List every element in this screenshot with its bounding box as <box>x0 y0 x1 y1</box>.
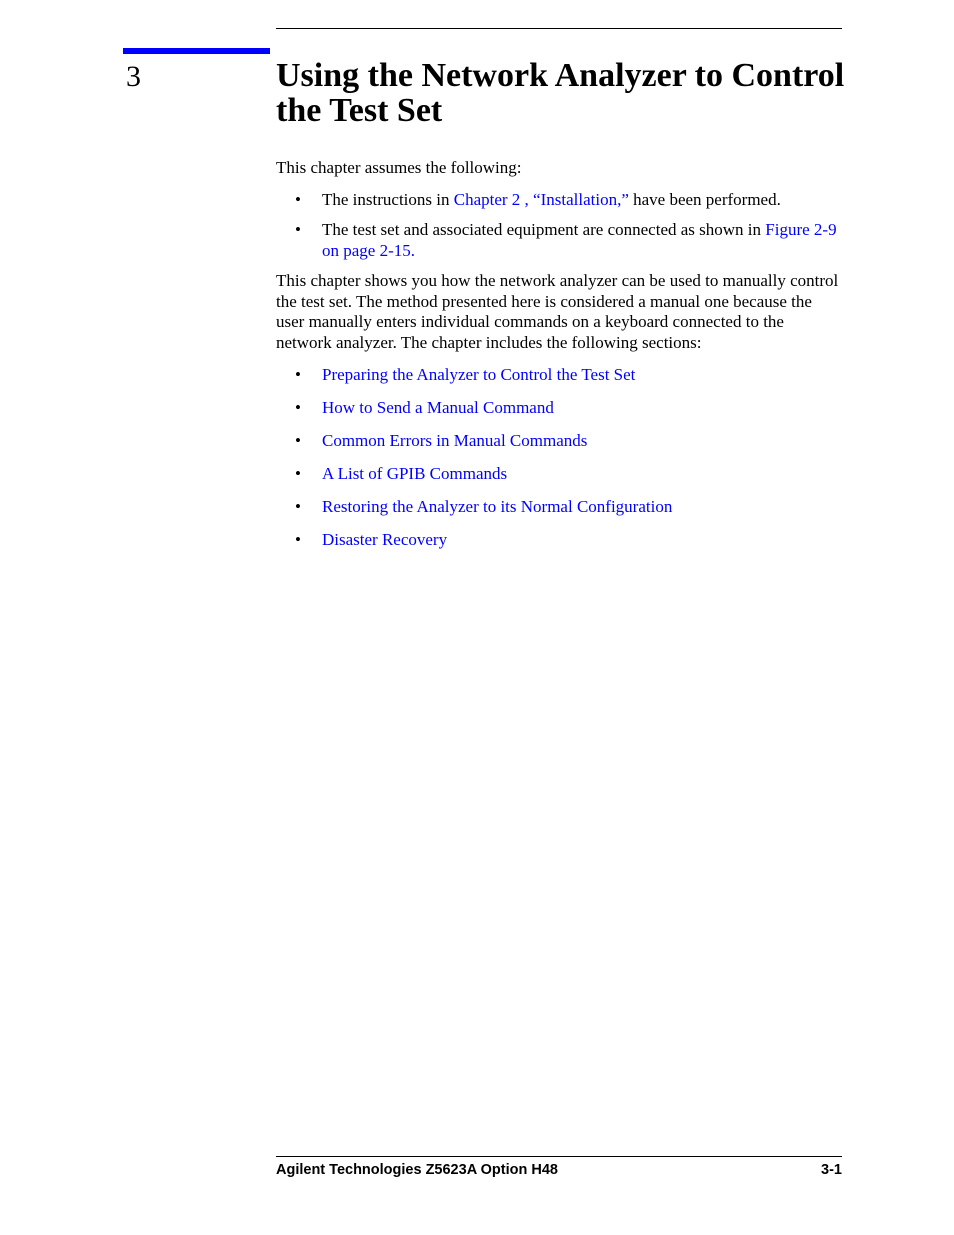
list-item <box>276 365 842 386</box>
item-text: The instructions in <box>322 189 454 209</box>
chapter-bar <box>123 48 270 54</box>
bullet-icon: • <box>295 189 301 209</box>
figure-2-9-link[interactable]: Figure 2-9 on page 2-15 <box>322 220 837 260</box>
bullet-icon: • <box>295 431 301 450</box>
bullet-icon: • <box>295 464 301 483</box>
chapter-title: Using the Network Analyzer to Control the Test Set <box>276 57 845 129</box>
list-item <box>276 398 842 419</box>
intro-paragraph: This chapter assumes the following: <box>276 158 522 177</box>
item-text: . <box>410 240 416 260</box>
chapter-number: 3 <box>126 60 141 93</box>
chapter-body <box>276 158 842 563</box>
footer-publication-title: Agilent Technologies Z5623A Option H48 <box>276 1162 558 1178</box>
section-link-restoring[interactable]: Restoring the Analyzer to its Normal Configuration <box>322 497 673 516</box>
footer-rule <box>276 1156 842 1157</box>
section-link-disaster-recovery[interactable]: Disaster Recovery <box>322 530 448 549</box>
list-item <box>276 530 842 551</box>
list-item <box>276 220 842 261</box>
section-link-send-command[interactable]: How to Send a Manual Command <box>322 398 554 417</box>
section-link-gpib-commands[interactable]: A List of GPIB Commands <box>322 464 508 483</box>
header-rule <box>276 28 842 29</box>
section-link-preparing[interactable]: Preparing the Analyzer to Control the Test Set <box>322 365 636 384</box>
page-number: 3-1 <box>821 1162 842 1178</box>
assumptions-list <box>276 190 842 262</box>
bullet-icon: • <box>295 220 301 239</box>
bullet-icon: • <box>295 365 301 384</box>
bullet-icon: • <box>295 530 301 549</box>
list-item <box>276 497 842 518</box>
sections-list <box>276 365 842 551</box>
list-item <box>276 431 842 452</box>
item-text: The test set and associated equipment are connected as shown in <box>322 220 766 239</box>
chapter-2-link[interactable]: Chapter 2 , “Installation,” <box>453 189 629 209</box>
bullet-icon: • <box>295 398 301 417</box>
bullet-icon: • <box>295 497 301 516</box>
item-text: have been performed. <box>628 189 781 209</box>
description-paragraph: This chapter shows you how the network analyzer can be used to manually control the test set. The method presented here is considered a manual one because the user manually enters individual commands on a keyboard connected to the network analyzer. The chapter includes the following sections: <box>276 271 839 352</box>
list-item <box>276 190 842 211</box>
section-link-common-errors[interactable]: Common Errors in Manual Commands <box>322 431 588 450</box>
list-item <box>276 464 842 485</box>
